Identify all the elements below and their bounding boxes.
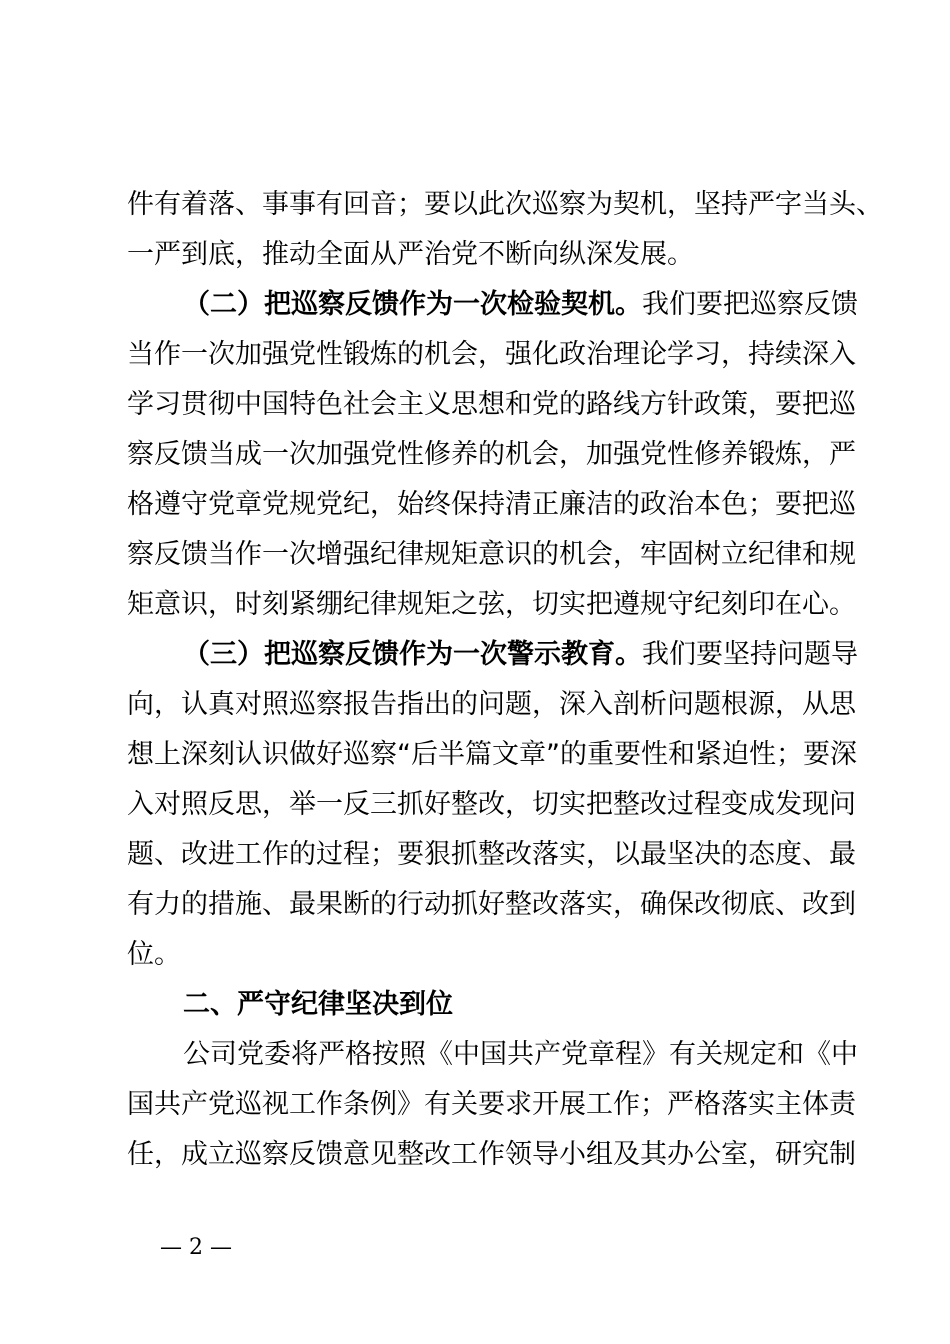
paragraph-line: 位。 — [127, 939, 181, 970]
paragraph-line: 件有着落、事事有回音；要以此次巡察为契机，坚持严字当头、 — [127, 189, 883, 220]
section-heading: 二、严守纪律坚决到位 — [183, 989, 453, 1020]
paragraph-line — [183, 280, 858, 330]
paragraph-line: 国共产党巡视工作条例》有关要求开展工作；严格落实主体责 — [127, 1089, 856, 1120]
paragraph-text: 我们要把巡察反馈 — [642, 289, 858, 320]
paragraph-line: 题、改进工作的过程；要狠抓整改落实，以最坚决的态度、最 — [127, 839, 856, 870]
paragraph-line: 入对照反思，举一反三抓好整改，切实把整改过程变成发现问 — [127, 789, 856, 820]
paragraph-line: 当作一次加强党性锻炼的机会，强化政治理论学习，持续深入 — [127, 339, 856, 370]
subheading-two: （二）把巡察反馈作为一次检验契机。 — [183, 289, 642, 320]
paragraph-line: 任，成立巡察反馈意见整改工作领导小组及其办公室，研究制 — [127, 1139, 856, 1170]
paragraph-line: 矩意识，时刻紧绷纪律规矩之弦，切实把遵规守纪刻印在心。 — [127, 589, 856, 620]
subheading-three: （三）把巡察反馈作为一次警示教育。 — [183, 639, 642, 670]
paragraph-line: 向，认真对照巡察报告指出的问题，深入剖析问题根源，从思 — [127, 689, 856, 720]
paragraph-line: 想上深刻认识做好巡察“后半篇文章”的重要性和紧迫性；要深 — [127, 739, 857, 770]
paragraph-line: 一严到底，推动全面从严治党不断向纵深发展。 — [127, 239, 694, 270]
paragraph-line — [183, 630, 858, 680]
paragraph-line: 有力的措施、最果断的行动抓好整改落实，确保改彻底、改到 — [127, 889, 856, 920]
paragraph-line: 察反馈当成一次加强党性修养的机会，加强党性修养锻炼，严 — [127, 439, 856, 470]
paragraph-text: 我们要坚持问题导 — [642, 639, 858, 670]
paragraph-line: 格遵守党章党规党纪，始终保持清正廉洁的政治本色；要把巡 — [127, 489, 856, 520]
paragraph-line: 公司党委将严格按照《中国共产党章程》有关规定和《中 — [183, 1039, 858, 1070]
paragraph-line: 学习贯彻中国特色社会主义思想和党的路线方针政策，要把巡 — [127, 389, 856, 420]
paragraph-line: 察反馈当作一次增强纪律规矩意识的机会，牢固树立纪律和规 — [127, 539, 856, 570]
page-number: — 2 — — [160, 1235, 232, 1260]
